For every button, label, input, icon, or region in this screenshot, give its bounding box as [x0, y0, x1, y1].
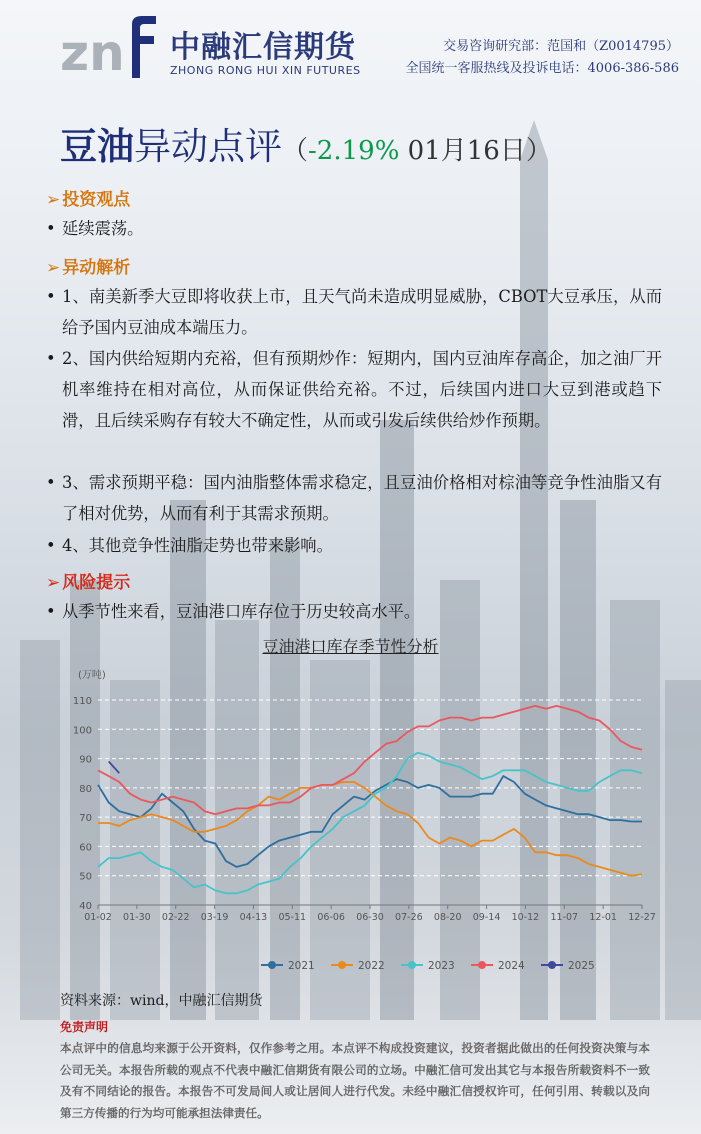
hotline-line: 全国统一客服热线及投诉电话：4006-386-586: [405, 61, 679, 76]
x-tick-label: 08-20: [433, 912, 462, 923]
x-tick-label: 01-30: [123, 912, 151, 923]
x-tick-label: 11-07: [550, 912, 579, 923]
x-tick-label: 12-01: [589, 912, 617, 923]
disclaimer-text: 本点评中的信息均来源于公开资料，仅作参考之用。本点评不构成投资建议，投资者据此做出的任何投资决策与本公司无关。本报告所载的观点不代表中融汇信期货有限公司的立场。中融汇信可发出其它与本报告所载资料不一致及有不同结论的报告。本报告不可发局间人或让居间人进行代发。未经中融汇信授权许可，任何引用、转载以及向第三方传播的行为均可能承担法律责任。: [60, 1041, 650, 1120]
title-open-paren: （: [282, 136, 309, 166]
paragraph-text: 4、其他竞争性油脂走势也带来影响。: [62, 536, 333, 555]
legend-swatch-dot: [338, 961, 346, 969]
y-tick-label: 90: [79, 754, 92, 766]
paragraph-text: 2、国内供给短期内充裕，但有预期炒作：短期内，国内豆油库存高企，加之油厂开机率维持在相对高位，从而保证供给充裕。不过，后续国内进口大豆到港或趋下滑，且后续采购存有较大不确定性，从而或引发后续供给炒作预期。: [62, 349, 662, 430]
section-heading-analysis: [46, 253, 130, 278]
x-tick-label: 05-11: [278, 912, 307, 923]
inventory-line-chart: [56, 660, 656, 980]
x-tick-label: 06-06: [317, 912, 345, 923]
paragraph-text: 3、需求预期平稳：国内油脂整体需求稳定，且豆油价格相对棕油等竞争性油脂又有了相对优势，从而有利于其需求预期。: [62, 473, 662, 523]
legend-label: 2025: [568, 960, 595, 972]
bullet-icon: •: [46, 219, 56, 238]
legend-swatch-dot: [478, 961, 486, 969]
x-tick-label: 09-14: [472, 912, 501, 923]
title-commodity: 豆油: [60, 124, 134, 168]
bullet-icon: •: [46, 287, 56, 306]
analyst-line: 交易咨询研究部：范国和（Z0014795）: [443, 39, 679, 54]
section-heading-label: 投资观点: [62, 190, 131, 210]
legend-label: 2024: [498, 960, 525, 972]
data-source: 资料来源：wind，中融汇信期货: [60, 993, 263, 1009]
series-line-2025: [109, 762, 120, 774]
y-tick-label: 50: [79, 871, 92, 883]
section-heading-view: [46, 185, 130, 210]
svg-text:zn: zn: [60, 24, 125, 80]
y-tick-label: 80: [79, 783, 92, 795]
analysis-item-1: [46, 281, 662, 343]
legend-swatch-dot: [268, 961, 276, 969]
bullet-icon: •: [46, 536, 56, 555]
x-tick-label: 02-22: [161, 912, 190, 923]
bullet-icon: •: [46, 349, 56, 368]
legend-swatch-dot: [548, 961, 556, 969]
x-tick-label: 06-30: [356, 912, 384, 923]
section-heading-risk: [46, 568, 130, 593]
legend-swatch-dot: [408, 961, 416, 969]
view-text: [46, 213, 662, 244]
company-logo-icon: [60, 14, 160, 80]
analysis-item-3: [46, 467, 662, 529]
y-axis-label: (万吨): [78, 670, 106, 681]
title-change-percent: -2.19%: [308, 136, 400, 166]
y-tick-label: 70: [79, 813, 92, 825]
logo-company-name: 中融汇信期货: [170, 30, 356, 65]
legend-label: 2023: [428, 960, 455, 972]
logo-company-name-en: ZHONG RONG HUI XIN FUTURES: [170, 64, 361, 77]
legend-label: 2021: [288, 960, 315, 972]
paragraph-text: 从季节性来看，豆油港口库存位于历史较高水平。: [62, 602, 421, 621]
contact-info: [406, 36, 680, 80]
page-title: [60, 116, 552, 170]
x-tick-label: 04-13: [239, 912, 268, 923]
arrow-icon: ➢: [46, 190, 61, 210]
x-tick-label: 10-12: [511, 912, 540, 923]
arrow-icon: ➢: [46, 258, 61, 278]
x-tick-label: 12-27: [628, 912, 656, 923]
chart-title-text: 豆油港口库存季节性分析: [262, 637, 439, 656]
chart-title: [0, 634, 701, 657]
section-heading-label: 异动解析: [62, 258, 131, 278]
bullet-icon: •: [46, 473, 56, 492]
paragraph-text: 1、南美新季大豆即将收获上市，且天气尚未造成明显威胁，CBOT大豆承压，从而给予国内豆油成本端压力。: [62, 287, 662, 337]
title-rest: 异动点评: [134, 125, 282, 168]
analysis-item-2: [46, 343, 662, 436]
arrow-icon: ➢: [46, 573, 61, 593]
y-tick-label: 100: [72, 725, 92, 737]
paragraph-text: 延续震荡。: [62, 219, 144, 238]
disclaimer-heading: 免责声明: [60, 1020, 109, 1034]
x-tick-label: 07-26: [395, 912, 423, 923]
series-line-2021: [98, 776, 642, 867]
header: [0, 0, 701, 92]
y-tick-label: 110: [72, 696, 92, 707]
bullet-icon: •: [46, 602, 56, 621]
y-tick-label: 40: [79, 901, 92, 912]
title-date: 01月16日）: [399, 136, 552, 166]
x-tick-label: 01-02: [84, 912, 112, 923]
legend-label: 2022: [358, 960, 385, 972]
section-heading-label: 风险提示: [62, 573, 131, 593]
risk-text: [46, 596, 662, 627]
y-tick-label: 60: [79, 842, 92, 854]
series-line-2024: [98, 706, 642, 814]
x-tick-label: 03-19: [200, 912, 229, 923]
analysis-item-4: [46, 530, 662, 561]
